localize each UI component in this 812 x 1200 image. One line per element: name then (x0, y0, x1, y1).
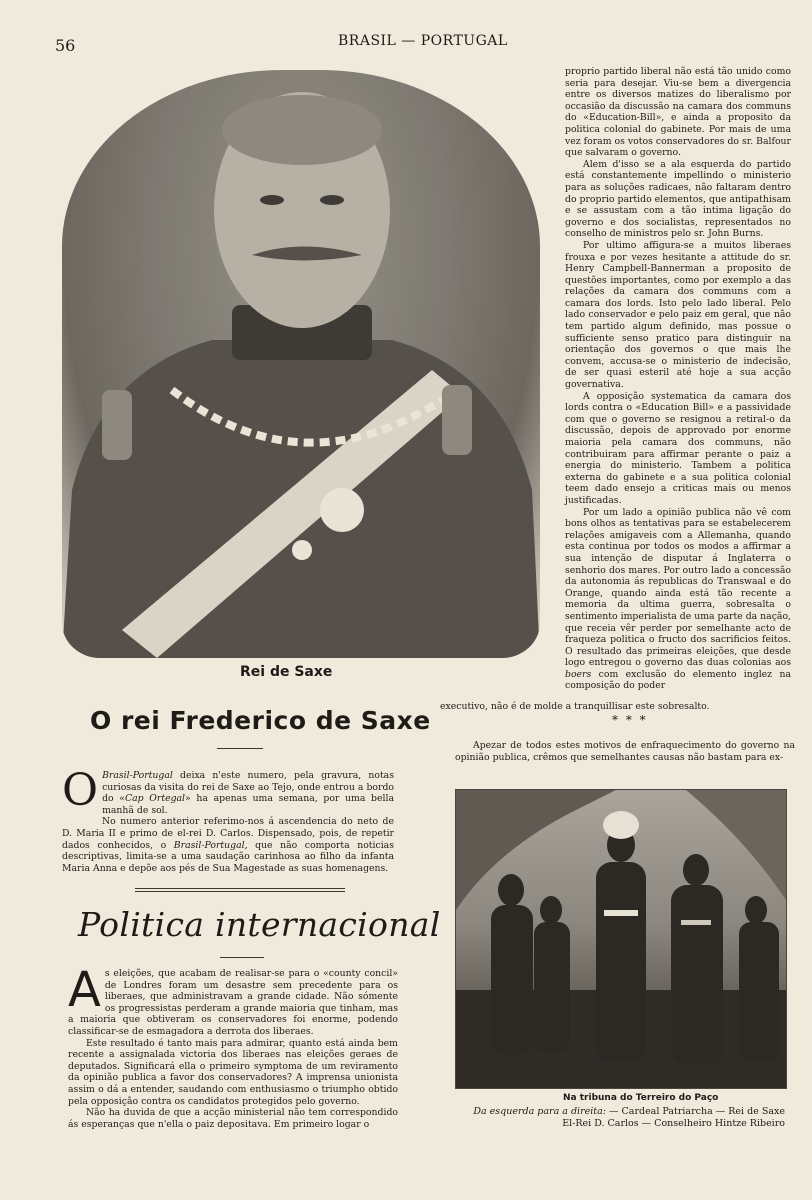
portrait-caption: Rei de Saxe (240, 664, 333, 680)
tribune-photo (455, 789, 787, 1089)
drop-cap: O (62, 765, 99, 816)
right-column-body: proprio partido liberal não está tão unido como seria para desejar. Viu-se bem a divergencia entre os diversos matizes do liberalismo por occasião da discussão na camara dos communs do «Education-Bill», e ainda a proposito da politica colonial do gabinete. Por mais de uma vez foram os votos conservadores do sr. Balfour que salvaram o governo. Alem d'isso se a ala esquerda do partido está constantemente impellindo o ministerio para as soluções radicaes, não faltaram dentro do proprio partido elementos, que antipathisam e se assustam com a tão intima ligação do governo e dos socialistas, representados no conselho de ministros pelo sr. John Burns. Por ultimo affigura-se a muitos liberaes frouxa e por vezes hesitante a attitude do sr. Henry Campbell-Bannerman a proposito de questões importantes, como por exemplo a das relações da camara dos communs com a camara dos lords. Isto pelo lado liberal. Pelo lado conservador e pelo paiz em geral, que não tem partido algum definido, mas possue o sufficiente senso pratico para distinguir na orientação dos governos o que mais lhe convem, accusa-se o ministerio de indecisão, de ser quasi esteril até hoje a sua acção governativa. A opposição systematica da camara dos lords contra o «Education Bill» e a passividade com que o governo se resignou a retiral-o da discussão, depois de approvado por enorme maioria pela camara dos communs, não contribuiram para affirmar perante o paiz a energia do ministerio. Tambem a politica externa do gabinete e a sua politica colonial teem dado ensejo a criticas mais ou menos justificadas. Por um lado a opinião publica não vê com bons olhos as tentativas para se estabelecerem relações amigaveis com a Allemanha, quando esta continua por todos os modos a affirmar a sua intenção de disputar á Inglaterra o senhorio dos mares. Por outro lado a concessão da autonomia ás republicas do Transwaal e do Orange, quando ainda está tão recente a memoria da ultima guerra, sobresalta o sentimento imperialista de uma parte da nação, que receia vêr perder por semelhante acto de fraqueza politica o fructo dos sacrificios feitos. O resultado das primeiras eleições, que desde logo entregou o governo das duas colonias aos boers com exclusão do elemento inglez na composição do poder (565, 66, 791, 692)
king-portrait-image (62, 70, 540, 658)
right-column-continuation: Apezar de todos estes motivos de enfraquecimento do governo na opinião publica, crêmos que semelhantes causas não bastam para ex- (455, 740, 795, 763)
article-title-king: O rei Frederico de Saxe (90, 706, 431, 735)
page-number: 56 (55, 36, 76, 55)
article-title-politics: Politica internacional (78, 905, 441, 944)
right-column-tail: executivo, não é de molde a tranquillisar este sobresalto. (440, 701, 710, 712)
photo-credit: Da esquerda para a direita: — Cardeal Patriarcha — Rei de Saxe El-Rei D. Carlos — Conselheiro Hintze Ribeiro (473, 1106, 785, 1129)
photo-caption: Na tribuna do Terreiro do Paço (563, 1093, 719, 1103)
section-separator: * * * (612, 713, 648, 727)
running-title: BRASIL — PORTUGAL (338, 33, 508, 49)
divider (220, 957, 264, 958)
divider (217, 748, 263, 749)
double-rule (135, 891, 345, 892)
article-king-body: O Brasil-Portugal deixa n'este numero, pela gravura, notas curiosas da visita do rei de Saxe ao Tejo, onde entrou a bordo do «Cap Ortegal» ha apenas uma semana, por uma bella manhã de sol. No numero anterior referimo-nos á ascendencia do neto de D. Maria II e primo de el-rei D. Carlos. Dispensado, pois, de repetir dados conhecidos, o Brasil-Portugal, que não comporta noticias descriptivas, limita-se a uma saudação carinhosa ao filho da infanta Maria Anna e depõe aos pés de Sua Magestade as suas homenagens. (62, 765, 394, 874)
double-rule (135, 888, 345, 889)
drop-cap: A (68, 962, 101, 1018)
article-politics-body: A s eleições, que acabam de realisar-se para o «county concil» de Londres foram um desastre sem precedente para os liberaes, que administravam a grande cidade. Não sómente os progressistas perderam a grande maioria que tinham, mas a maioria que obtiveram os conservadores foi enorme, podendo classificar-se de esmagadora a derrota dos liberaes. Este resultado é tanto mais para admirar, quanto está ainda bem recente a assignalada victoria dos liberaes nas eleições geraes de deputados. Significará ella o primeiro symptoma de um reviramento da opinião publica a favor dos conservadores? A imprensa unionista assim o dá a entender, saudando com enthusiasmo o triumpho obtido pela opposição contra os candidatos protegidos pelo governo. Não ha duvida de que a acção ministerial não tem correspondido ás esperanças que n'ella o paiz depositava. Em primeiro logar o (68, 962, 398, 1130)
